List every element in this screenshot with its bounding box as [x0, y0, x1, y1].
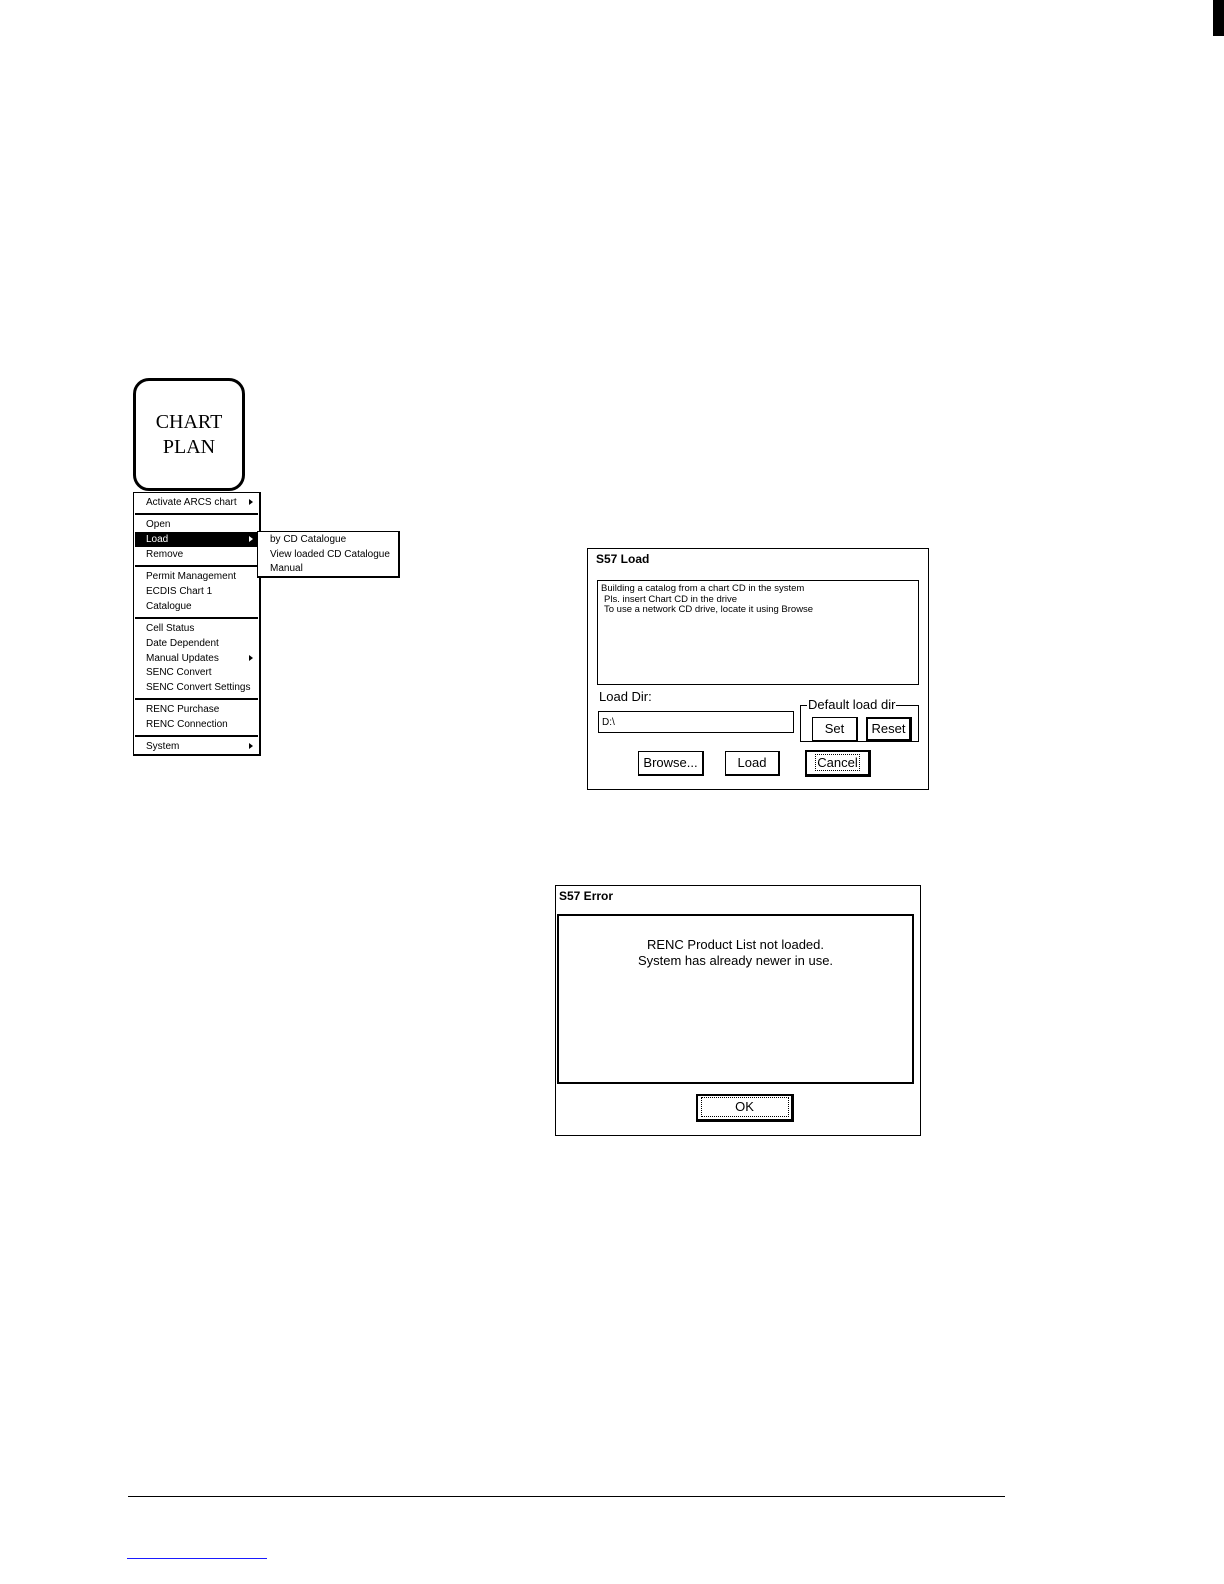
- submenu-item-view-loaded-cd-catalogue[interactable]: [259, 547, 397, 562]
- menu-item-label: Manual Updates: [146, 653, 219, 664]
- menu-item-label: Load: [146, 534, 169, 545]
- menu-item-label: RENC Connection: [146, 719, 228, 730]
- chart-plan-key[interactable]: [133, 378, 245, 491]
- ok-button[interactable]: [696, 1094, 794, 1122]
- menu-item-senc-convert[interactable]: [135, 665, 258, 680]
- button-label: Browse...: [643, 755, 698, 770]
- menu-item-cell-status[interactable]: [135, 621, 258, 636]
- reset-button[interactable]: [866, 717, 912, 742]
- menu-item-remove[interactable]: [135, 547, 258, 562]
- submenu-arrow-icon: [249, 499, 253, 505]
- message-line: To use a network CD drive, locate it using Browse: [604, 604, 814, 615]
- error-message-line: RENC Product List not loaded.: [646, 937, 825, 952]
- menu-item-label: ECDIS Chart 1: [146, 586, 213, 597]
- menu-item-label: SENC Convert: [146, 667, 212, 678]
- button-label: Cancel: [817, 755, 858, 770]
- load-dir-input[interactable]: [598, 711, 794, 733]
- button-label: Reset: [871, 721, 906, 736]
- chart-plan-key-line2: PLAN: [162, 435, 216, 458]
- footer-rule: [128, 1496, 1005, 1497]
- menu-item-label: Permit Management: [146, 571, 237, 582]
- submenu-item-label: View loaded CD Catalogue: [270, 549, 390, 560]
- menu-separator: [135, 513, 258, 515]
- load-submenu: [257, 531, 400, 578]
- menu-item-ecdis-chart-1[interactable]: [135, 584, 258, 599]
- menu-item-load[interactable]: [135, 532, 258, 547]
- menu-item-label: SENC Convert Settings: [146, 682, 251, 693]
- menu-item-label: Cell Status: [146, 623, 195, 634]
- group-label: Default load dir: [808, 697, 896, 712]
- menu-separator: [135, 698, 258, 700]
- message-line: Building a catalog from a chart CD in the system: [601, 583, 805, 594]
- submenu-item-by-cd-catalogue[interactable]: [259, 532, 397, 547]
- set-button[interactable]: [812, 717, 858, 742]
- button-label: Set: [824, 721, 845, 736]
- page-edge-tab: [1213, 0, 1224, 36]
- footer-link-underline: [127, 1558, 267, 1559]
- s57-load-dialog: [587, 548, 929, 790]
- chart-plan-key-line1: CHART: [155, 410, 223, 433]
- submenu-arrow-icon: [249, 655, 253, 661]
- menu-item-label: Date Dependent: [146, 638, 219, 649]
- submenu-item-manual[interactable]: [259, 561, 397, 576]
- error-message-line: System has already newer in use.: [637, 953, 834, 968]
- error-message-box: [557, 914, 914, 1084]
- button-label: OK: [701, 1097, 789, 1117]
- submenu-item-label: Manual: [270, 563, 303, 574]
- message-line: Pls. insert Chart CD in the drive: [604, 593, 738, 605]
- submenu-item-label: by CD Catalogue: [270, 534, 347, 545]
- menu-item-permit-management[interactable]: [135, 569, 258, 584]
- menu-separator: [135, 735, 258, 737]
- chart-plan-menu: [133, 492, 261, 756]
- dialog-title: S57 Error: [559, 889, 614, 903]
- menu-separator: [135, 565, 258, 567]
- menu-item-label: Catalogue: [146, 601, 192, 612]
- menu-item-senc-convert-settings[interactable]: [135, 680, 258, 695]
- menu-item-open[interactable]: [135, 517, 258, 532]
- menu-item-renc-connection[interactable]: [135, 717, 258, 732]
- menu-item-label: Activate ARCS chart: [146, 497, 237, 508]
- browse-button[interactable]: [638, 751, 704, 776]
- menu-item-label: Remove: [146, 549, 184, 560]
- menu-item-renc-purchase[interactable]: [135, 702, 258, 717]
- s57-error-dialog: [555, 885, 921, 1136]
- menu-item-catalogue[interactable]: [135, 599, 258, 614]
- submenu-arrow-icon: [249, 536, 253, 542]
- menu-item-label: Open: [146, 519, 171, 530]
- load-dir-label: Load Dir:: [599, 689, 652, 704]
- menu-item-activate-arcs-chart[interactable]: [135, 495, 258, 510]
- menu-item-system[interactable]: [135, 739, 258, 754]
- dialog-title: S57 Load: [596, 552, 650, 566]
- message-box: [597, 580, 919, 685]
- submenu-arrow-icon: [249, 743, 253, 749]
- menu-item-label: RENC Purchase: [146, 704, 220, 715]
- button-label: Load: [737, 755, 767, 770]
- default-load-dir-group: [800, 697, 919, 742]
- menu-item-label: System: [146, 741, 180, 752]
- cancel-button[interactable]: [805, 750, 871, 777]
- menu-item-date-dependent[interactable]: [135, 636, 258, 651]
- load-button[interactable]: [725, 751, 780, 776]
- menu-item-manual-updates[interactable]: [135, 651, 258, 666]
- menu-separator: [135, 617, 258, 619]
